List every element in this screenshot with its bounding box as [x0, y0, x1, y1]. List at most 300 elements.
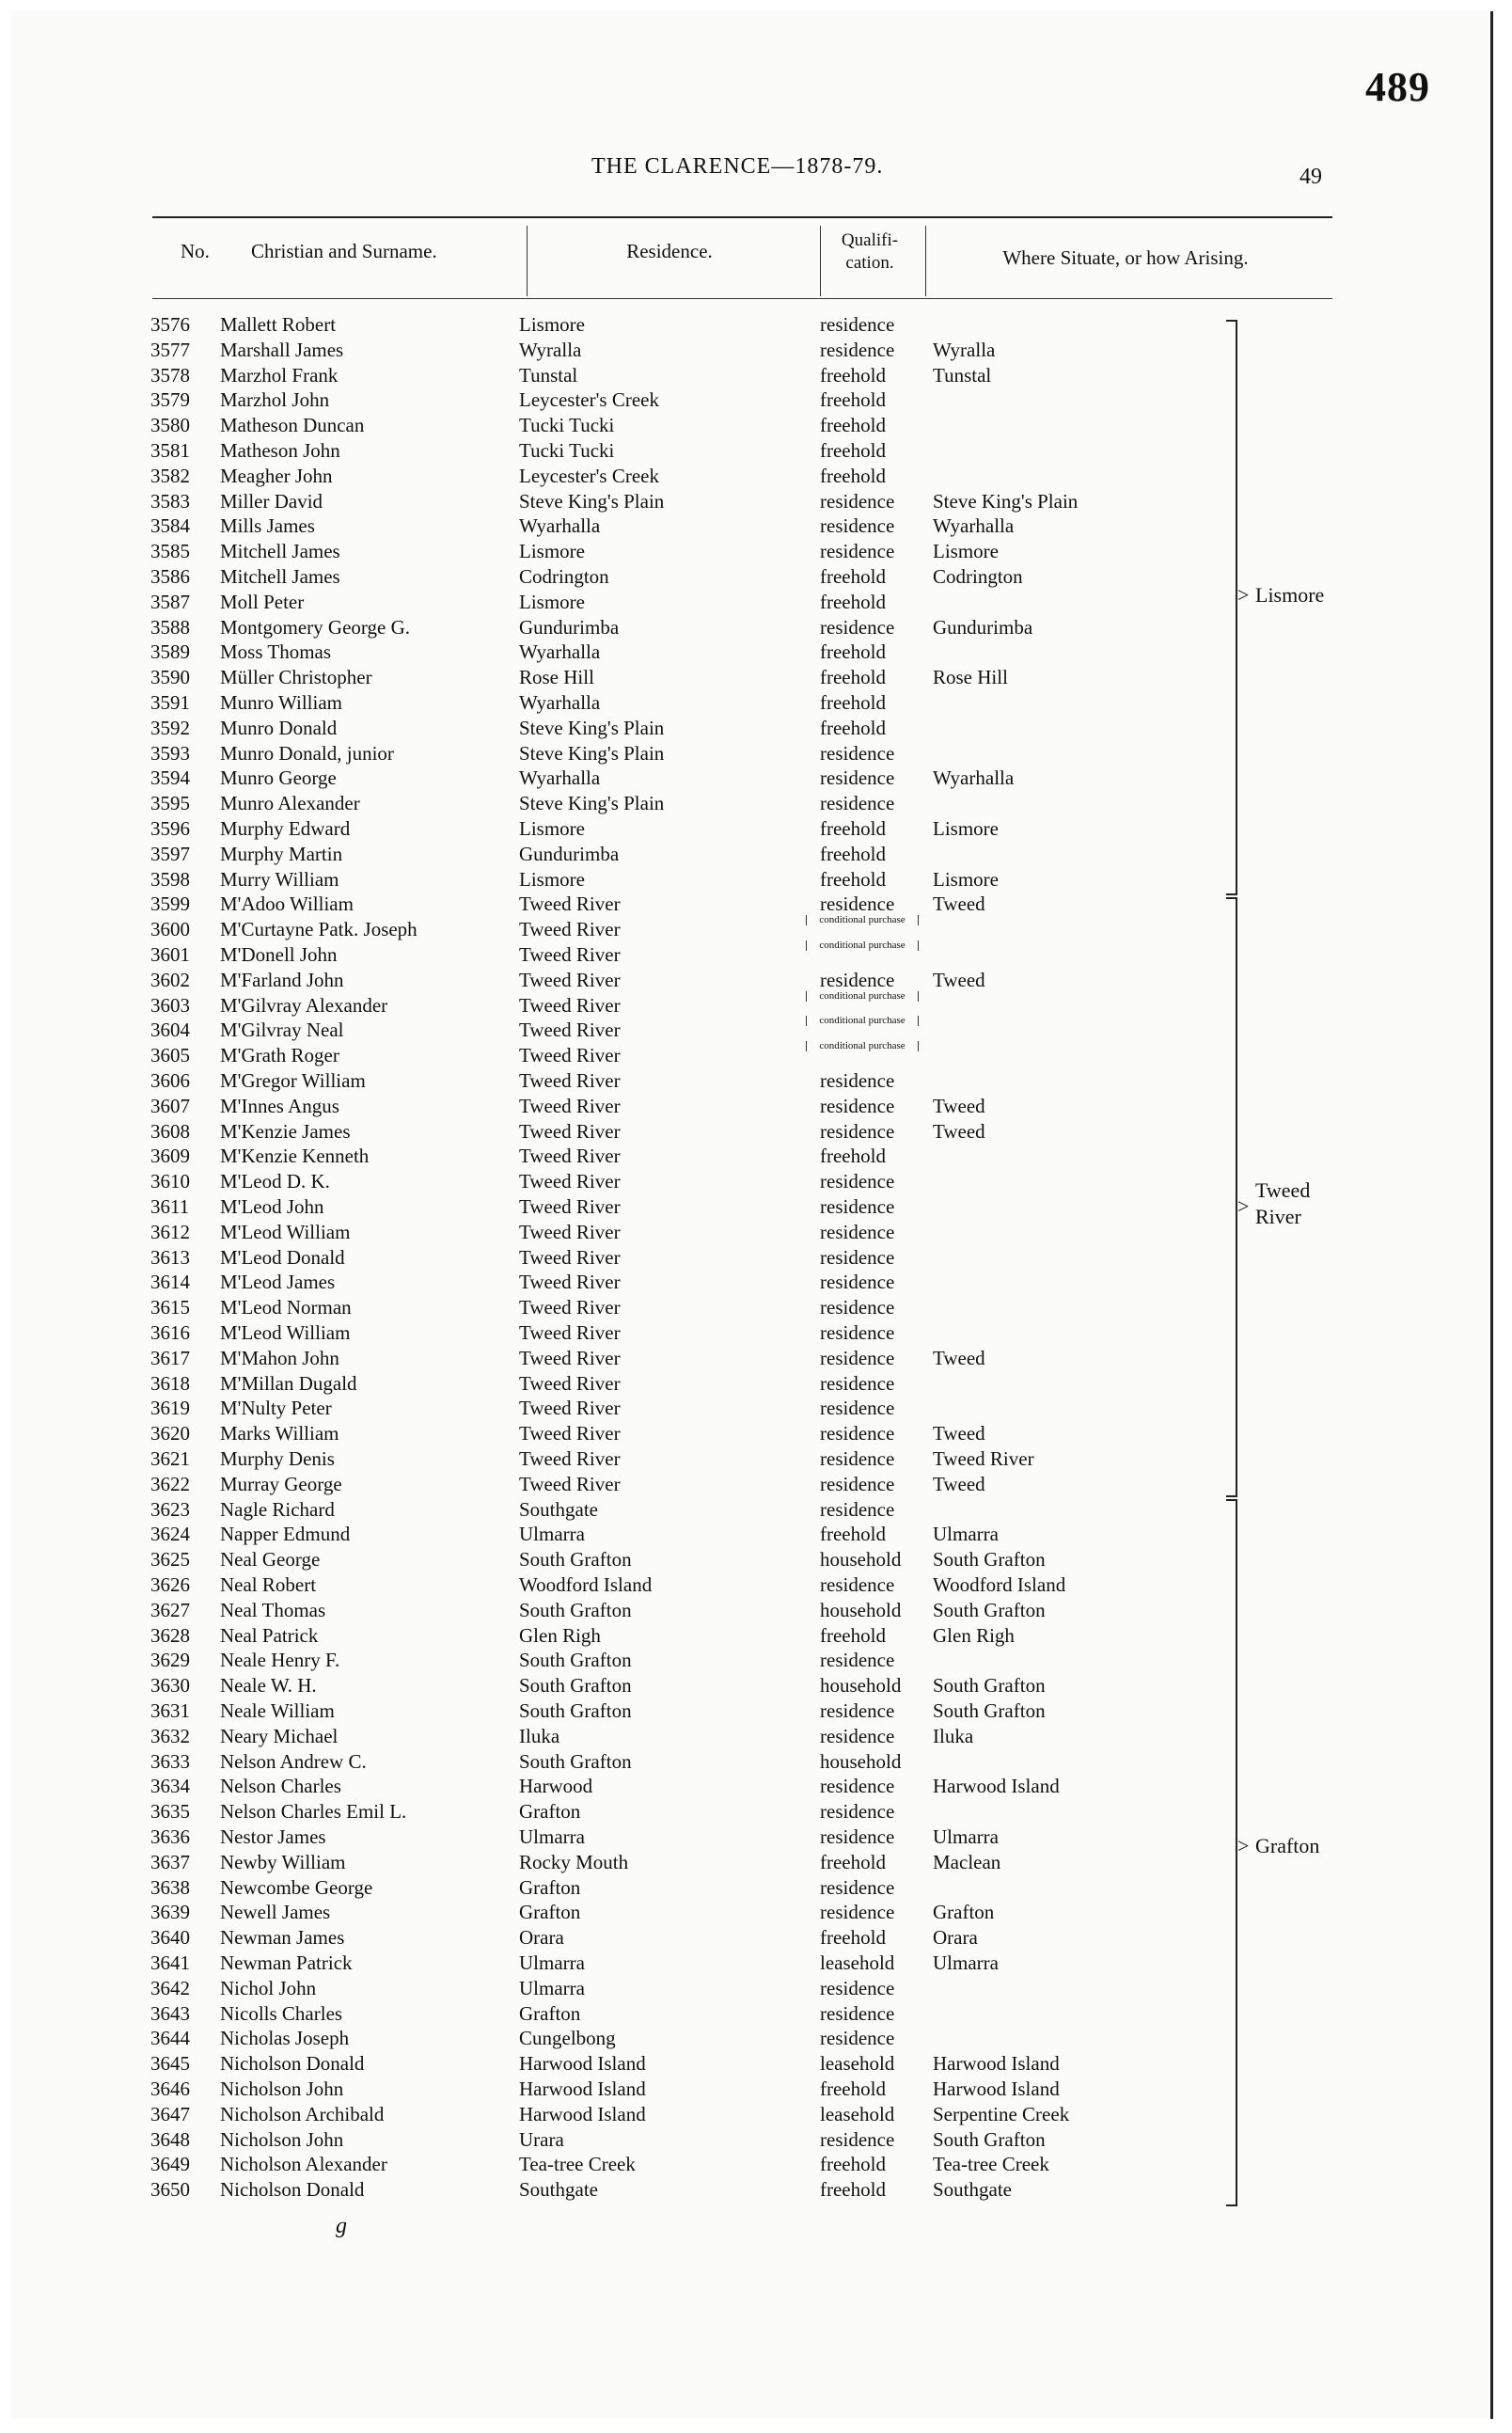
elector-qualification: conditional purchase — [806, 991, 919, 1002]
row-number: 3587 — [150, 590, 190, 613]
elector-qualification: residence — [820, 1245, 895, 1269]
elector-qualification: freehold — [820, 464, 886, 487]
elector-name: Montgomery George G. — [220, 615, 410, 639]
district-label-tweed-river: Tweed River — [1255, 1178, 1311, 1228]
table-row — [11, 2152, 1215, 2177]
table-row — [11, 1270, 1215, 1295]
elector-residence: Leycester's Creek — [519, 388, 659, 412]
elector-residence: Gundurimba — [519, 842, 620, 865]
where-situate: Tweed — [933, 1119, 985, 1143]
where-situate: Tunstal — [933, 363, 992, 387]
elector-name: Nicholson Alexander — [220, 2153, 387, 2176]
elector-name: Nicholson John — [220, 2078, 344, 2100]
row-number: 3649 — [150, 2153, 190, 2176]
district-label-grafton: Grafton — [1255, 1834, 1320, 1857]
elector-qualification: freehold — [820, 2178, 886, 2202]
elector-residence: Ulmarra — [519, 1976, 585, 1999]
elector-residence: Grafton — [519, 1901, 581, 1924]
page-number: 489 — [1365, 64, 1430, 110]
elector-residence: Tweed River — [519, 993, 621, 1017]
elector-qualification: freehold — [820, 666, 886, 689]
elector-name: M'Leod Donald — [220, 1245, 345, 1269]
table-row — [11, 1421, 1215, 1446]
table-row — [11, 942, 1215, 968]
table-row — [11, 842, 1215, 867]
elector-residence: Rocky Mouth — [519, 1850, 629, 1873]
elector-residence: Harwood Island — [519, 2078, 646, 2100]
elector-residence: Ulmarra — [519, 1523, 585, 1546]
elector-qualification: residence — [820, 2127, 895, 2151]
where-situate: Tweed — [933, 893, 985, 916]
elector-name: Matheson John — [220, 439, 340, 462]
elector-residence: Lismore — [519, 817, 585, 840]
elector-residence: Iluka — [519, 1724, 560, 1747]
row-number: 3639 — [150, 1901, 190, 1924]
elector-residence: Grafton — [519, 2001, 581, 2025]
elector-name: M'Millan Dugald — [220, 1371, 357, 1395]
elector-qualification: conditional purchase — [806, 1041, 919, 1051]
header-bottom-rule — [152, 298, 1332, 299]
table-row — [11, 741, 1215, 766]
header-residence: Residence. — [626, 240, 713, 262]
elector-name: M'Gregor William — [220, 1069, 366, 1092]
row-number: 3644 — [150, 2027, 190, 2050]
elector-residence: Tweed River — [519, 1447, 621, 1470]
row-number: 3599 — [150, 893, 190, 916]
elector-name: Nicholas Joseph — [220, 2027, 350, 2050]
elector-residence: Orara — [519, 1926, 564, 1950]
where-situate: Ulmarra — [933, 1951, 999, 1974]
row-number: 3635 — [150, 1800, 190, 1824]
elector-residence: Lismore — [519, 867, 585, 891]
table-row — [11, 1598, 1215, 1623]
table-row — [11, 1094, 1215, 1119]
elector-residence: South Grafton — [519, 1649, 632, 1672]
row-number: 3626 — [150, 1573, 190, 1596]
elector-residence: Tweed River — [519, 1472, 621, 1495]
elector-name: Murphy Edward — [220, 817, 351, 840]
elector-qualification: residence — [820, 2027, 895, 2050]
row-number: 3584 — [150, 514, 190, 538]
row-number: 3614 — [150, 1271, 190, 1294]
district-brace-tweed — [1226, 897, 1237, 1497]
elector-name: M'Gilvray Neal — [220, 1019, 344, 1042]
table-row — [11, 1245, 1215, 1271]
header-name: Christian and Surname. — [251, 240, 437, 262]
table-row — [11, 2051, 1215, 2077]
elector-qualification: residence — [820, 968, 895, 991]
elector-residence: Tea-tree Creek — [519, 2153, 636, 2176]
elector-name: M'Leod John — [220, 1195, 324, 1218]
table-row — [11, 1875, 1215, 1901]
elector-residence: Tweed River — [519, 1069, 621, 1092]
elector-name: M'Grath Roger — [220, 1044, 339, 1067]
row-number: 3618 — [150, 1371, 190, 1395]
table-row — [11, 1572, 1215, 1598]
elector-name: Moss Thomas — [220, 640, 332, 664]
table-row — [11, 665, 1215, 690]
elector-residence: Tweed River — [519, 1170, 621, 1193]
table-row — [11, 1900, 1215, 1925]
elector-name: M'Gilvray Alexander — [220, 993, 388, 1017]
table-row — [11, 989, 1215, 1019]
elector-residence: Harwood Island — [519, 2052, 646, 2076]
elector-qualification: freehold — [820, 439, 886, 462]
elector-residence: Tucki Tucki — [519, 414, 615, 437]
elector-qualification: household — [820, 1598, 902, 1621]
table-row — [11, 1774, 1215, 1799]
table-row — [11, 1698, 1215, 1724]
row-number: 3640 — [150, 1926, 190, 1950]
table-row — [11, 690, 1215, 716]
table-row — [11, 1925, 1215, 1951]
elector-name: Nelson Charles Emil L. — [220, 1800, 407, 1824]
elector-residence: Southgate — [519, 2178, 598, 2202]
row-number: 3589 — [150, 640, 190, 664]
row-number: 3611 — [150, 1195, 190, 1218]
elector-qualification: leasehold — [820, 1951, 895, 1974]
elector-residence: South Grafton — [519, 1699, 632, 1722]
where-situate: Maclean — [933, 1850, 1001, 1873]
elector-name: Nicholson Donald — [220, 2178, 365, 2202]
elector-residence: Leycester's Creek — [519, 464, 659, 487]
row-number: 3588 — [150, 615, 190, 639]
elector-qualification: residence — [820, 893, 895, 916]
elector-qualification: residence — [820, 1825, 895, 1848]
elector-name: Newell James — [220, 1901, 331, 1924]
elector-qualification: residence — [820, 741, 895, 765]
elector-name: Nagle Richard — [220, 1497, 335, 1521]
elector-name: M'Leod William — [220, 1220, 351, 1243]
elector-qualification: freehold — [820, 640, 886, 664]
elector-qualification: residence — [820, 1271, 895, 1294]
where-situate: Lismore — [933, 817, 999, 840]
elector-name: Munro William — [220, 691, 343, 714]
row-number: 3609 — [150, 1145, 190, 1168]
elector-qualification: residence — [820, 1699, 895, 1722]
elector-qualification: household — [820, 1548, 902, 1572]
elector-name: Neal Robert — [220, 1573, 317, 1596]
table-row — [11, 1015, 1215, 1043]
elector-name: Nicholson Archibald — [220, 2102, 385, 2125]
row-number: 3648 — [150, 2127, 190, 2151]
elector-residence: Tweed River — [519, 1019, 621, 1042]
elector-qualification: freehold — [820, 842, 886, 865]
elector-name: Matheson Duncan — [220, 414, 365, 437]
elector-qualification: residence — [820, 1901, 895, 1924]
elector-residence: Harwood — [519, 1775, 593, 1798]
elector-name: Nicholson John — [220, 2127, 344, 2151]
row-number: 3582 — [150, 464, 190, 487]
where-situate: Codrington — [933, 565, 1023, 588]
elector-name: Marzhol John — [220, 388, 330, 412]
elector-qualification: leasehold — [820, 2052, 895, 2076]
elector-residence: Urara — [519, 2127, 564, 2151]
where-situate: Tweed — [933, 1422, 985, 1446]
elector-residence: South Grafton — [519, 1749, 632, 1773]
row-number: 3623 — [150, 1497, 190, 1521]
row-number: 3647 — [150, 2102, 190, 2125]
elector-residence: South Grafton — [519, 1674, 632, 1698]
row-number: 3605 — [150, 1044, 190, 1067]
elector-qualification: freehold — [820, 414, 886, 437]
elector-name: Munro Donald, junior — [220, 741, 394, 765]
where-situate: Tweed — [933, 1094, 985, 1117]
elector-qualification: freehold — [820, 867, 886, 891]
table-row — [11, 1446, 1215, 1472]
elector-name: Nicolls Charles — [220, 2001, 343, 2025]
row-number: 3585 — [150, 540, 190, 563]
row-number: 3606 — [150, 1069, 190, 1092]
elector-residence: Harwood Island — [519, 2102, 646, 2125]
table-row — [11, 892, 1215, 917]
elector-residence: Tweed River — [519, 918, 621, 941]
table-row — [11, 1648, 1215, 1673]
table-row — [11, 312, 1215, 338]
elector-residence: Tweed River — [519, 1119, 621, 1143]
table-row — [11, 1396, 1215, 1421]
elector-qualification: residence — [820, 514, 895, 538]
header-qualification: Qualifi- cation. — [841, 230, 899, 273]
where-situate: Ulmarra — [933, 1523, 999, 1546]
table-row — [11, 1119, 1215, 1145]
table-row — [11, 867, 1215, 893]
table-row — [11, 1371, 1215, 1397]
elector-name: Munro Alexander — [220, 792, 360, 815]
elector-residence: South Grafton — [519, 1548, 632, 1572]
table-row — [11, 1976, 1215, 2001]
elector-residence: Tweed River — [519, 1044, 621, 1067]
table-row — [11, 2177, 1215, 2203]
where-situate: Wyarhalla — [933, 766, 1015, 790]
elector-residence: Steve King's Plain — [519, 716, 665, 739]
elector-residence: Tweed River — [519, 1296, 621, 1319]
elector-residence: Codrington — [519, 565, 609, 588]
row-number: 3627 — [150, 1598, 190, 1621]
row-number: 3634 — [150, 1775, 190, 1798]
where-situate: Ulmarra — [933, 1825, 999, 1848]
elector-residence: Ulmarra — [519, 1825, 585, 1848]
elector-residence: Gundurimba — [519, 615, 620, 639]
row-number: 3642 — [150, 1976, 190, 1999]
elector-residence: Tweed River — [519, 1321, 621, 1344]
table-row — [11, 1825, 1215, 1850]
where-situate: Harwood Island — [933, 2078, 1060, 2100]
elector-residence: Steve King's Plain — [519, 792, 665, 815]
elector-residence: Woodford Island — [519, 1573, 653, 1596]
page-title: THE CLARENCE—1878-79. — [591, 154, 884, 179]
header-divider — [925, 226, 926, 296]
elector-qualification: leasehold — [820, 2102, 895, 2125]
row-number: 3632 — [150, 1724, 190, 1747]
elector-residence: Tweed River — [519, 968, 621, 991]
elector-residence: Tweed River — [519, 1245, 621, 1269]
elector-name: M'Nulty Peter — [220, 1397, 332, 1420]
table-row — [11, 816, 1215, 842]
elector-qualification: household — [820, 1674, 902, 1698]
table-row — [11, 1724, 1215, 1749]
elector-qualification: household — [820, 1749, 902, 1773]
header-divider — [527, 226, 528, 296]
elector-name: Marks William — [220, 1422, 339, 1446]
elector-qualification: freehold — [820, 363, 886, 387]
elector-residence: Rose Hill — [519, 666, 594, 689]
elector-name: Marzhol Frank — [220, 363, 339, 387]
elector-name: Newcombe George — [220, 1875, 373, 1899]
row-number: 3629 — [150, 1649, 190, 1672]
elector-qualification: residence — [820, 615, 895, 639]
elector-name: Munro George — [220, 766, 337, 790]
table-row — [11, 766, 1215, 791]
elector-qualification: residence — [820, 1775, 895, 1798]
row-number: 3579 — [150, 388, 190, 412]
table-row — [11, 2127, 1215, 2153]
elector-qualification: freehold — [820, 2078, 886, 2100]
elector-name: M'Curtayne Patk. Joseph — [220, 918, 417, 941]
elector-name: Mallett Robert — [220, 313, 337, 336]
row-number: 3603 — [150, 993, 190, 1017]
elector-qualification: residence — [820, 1346, 895, 1369]
elector-qualification: residence — [820, 1296, 895, 1319]
row-number: 3596 — [150, 817, 190, 840]
elector-qualification: residence — [820, 489, 895, 513]
where-situate: Rose Hill — [933, 666, 1008, 689]
table-row — [11, 2026, 1215, 2051]
where-situate: Wyralla — [933, 338, 996, 361]
elector-name: M'Leod Norman — [220, 1296, 352, 1319]
table-row — [11, 1040, 1215, 1068]
row-number: 3593 — [150, 741, 190, 765]
elector-residence: Tweed River — [519, 1271, 621, 1294]
where-situate: Harwood Island — [933, 1775, 1060, 1798]
where-situate: Iluka — [933, 1724, 974, 1747]
where-situate: Orara — [933, 1926, 978, 1950]
row-number: 3607 — [150, 1094, 190, 1117]
elector-name: Neary Michael — [220, 1724, 339, 1747]
elector-qualification: residence — [820, 1724, 895, 1747]
row-number: 3594 — [150, 766, 190, 790]
elector-residence: Steve King's Plain — [519, 489, 665, 513]
row-number: 3646 — [150, 2078, 190, 2100]
where-situate: South Grafton — [933, 1674, 1046, 1698]
elector-residence: Wyarhalla — [519, 514, 601, 538]
row-number: 3595 — [150, 792, 190, 815]
elector-qualification: residence — [820, 1094, 895, 1117]
elector-qualification: residence — [820, 1649, 895, 1672]
row-number: 3602 — [150, 968, 190, 991]
elector-name: Murphy Martin — [220, 842, 343, 865]
table-row — [11, 914, 1215, 942]
row-number: 3619 — [150, 1397, 190, 1420]
row-number: 3628 — [150, 1623, 190, 1647]
table-row — [11, 338, 1215, 363]
where-situate: Tweed — [933, 1346, 985, 1369]
where-situate: Lismore — [933, 867, 999, 891]
elector-residence: Glen Righ — [519, 1623, 601, 1647]
elector-residence: Lismore — [519, 313, 585, 336]
row-number: 3608 — [150, 1119, 190, 1143]
table-row — [11, 387, 1215, 413]
elector-qualification: residence — [820, 766, 895, 790]
elector-qualification: residence — [820, 1371, 895, 1395]
table-row — [11, 1522, 1215, 1547]
row-number: 3636 — [150, 1825, 190, 1848]
elector-name: Nicholson Donald — [220, 2052, 365, 2076]
printer-signature: g — [336, 2214, 347, 2238]
row-number: 3613 — [150, 1245, 190, 1269]
elector-qualification: residence — [820, 792, 895, 815]
row-number: 3650 — [150, 2178, 190, 2202]
brace-point: > — [1237, 583, 1250, 607]
elector-qualification: residence — [820, 540, 895, 563]
row-number: 3615 — [150, 1296, 190, 1319]
table-row — [11, 2077, 1215, 2102]
row-number: 3622 — [150, 1472, 190, 1495]
elector-residence: Tweed River — [519, 1371, 621, 1395]
elector-name: Neale Henry F. — [220, 1649, 340, 1672]
table-row — [11, 1673, 1215, 1698]
elector-name: M'Kenzie James — [220, 1119, 351, 1143]
where-situate: Gundurimba — [933, 615, 1033, 639]
row-number: 3630 — [150, 1674, 190, 1698]
elector-qualification: freehold — [820, 565, 886, 588]
elector-qualification: freehold — [820, 1850, 886, 1873]
elector-name: Murray George — [220, 1472, 342, 1495]
table-row — [11, 413, 1215, 438]
row-number: 3604 — [150, 1019, 190, 1042]
row-number: 3621 — [150, 1447, 190, 1470]
elector-residence: Tunstal — [519, 363, 578, 387]
row-number: 3617 — [150, 1346, 190, 1369]
brace-point: > — [1237, 1834, 1250, 1857]
table-row — [11, 1497, 1215, 1523]
elector-residence: Tweed River — [519, 1422, 621, 1446]
elector-name: Murphy Denis — [220, 1447, 335, 1470]
elector-name: Neale W. H. — [220, 1674, 317, 1698]
elector-qualification: residence — [820, 1069, 895, 1092]
where-situate: Tweed River — [933, 1447, 1034, 1470]
row-number: 3643 — [150, 2001, 190, 2025]
table-row — [11, 1295, 1215, 1320]
elector-name: Nelson Charles — [220, 1775, 341, 1798]
row-number: 3583 — [150, 489, 190, 513]
row-number: 3624 — [150, 1523, 190, 1546]
row-number: 3616 — [150, 1321, 190, 1344]
header-where: Where Situate, or how Arising. — [1002, 246, 1249, 269]
elector-name: Mills James — [220, 514, 315, 538]
table-row — [11, 1547, 1215, 1572]
elector-name: Neale William — [220, 1699, 335, 1722]
elector-qualification: freehold — [820, 1623, 886, 1647]
header-top-rule — [152, 216, 1332, 218]
elector-qualification: residence — [820, 1170, 895, 1193]
elector-name: M'Adoo William — [220, 893, 354, 916]
where-situate: Grafton — [933, 1901, 995, 1924]
row-number: 3638 — [150, 1875, 190, 1899]
elector-residence: Wyarhalla — [519, 691, 601, 714]
row-number: 3580 — [150, 414, 190, 437]
where-situate: South Grafton — [933, 1699, 1046, 1722]
table-row — [11, 1144, 1215, 1169]
elector-residence: Cungelbong — [519, 2027, 616, 2050]
district-brace-lismore — [1226, 320, 1237, 895]
where-situate: South Grafton — [933, 1598, 1046, 1621]
elector-residence: Tweed River — [519, 1145, 621, 1168]
elector-residence: Grafton — [519, 1800, 581, 1824]
brace-point: > — [1237, 1194, 1250, 1218]
elector-qualification: residence — [820, 1321, 895, 1344]
elector-name: Mitchell James — [220, 565, 340, 588]
